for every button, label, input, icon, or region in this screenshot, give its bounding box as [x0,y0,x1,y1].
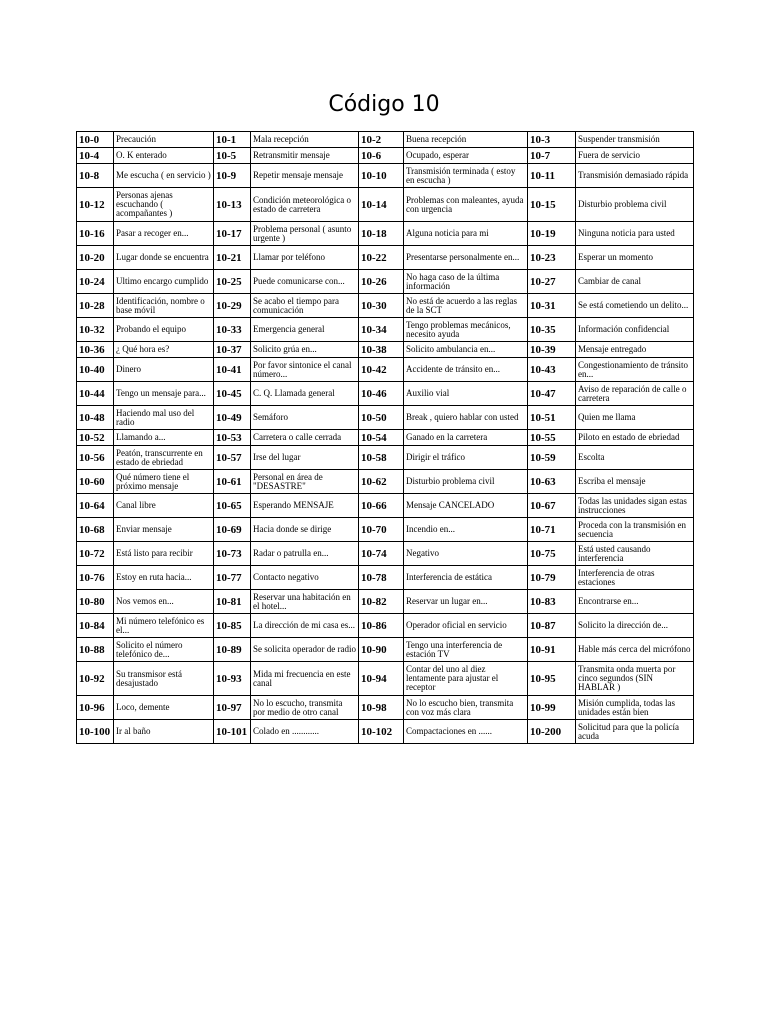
code-cell: 10-46 [359,382,404,406]
code-cell: 10-99 [528,696,576,720]
code-cell: 10-73 [214,542,251,566]
table-row [77,342,694,358]
code-cell: 10-55 [528,430,576,446]
meaning-cell: Colado en ............ [251,720,359,744]
meaning-cell: Mi número telefónico es el... [114,614,214,638]
meaning-cell: Peatón, transcurrente en estado de ebriedad [114,446,214,470]
code-cell: 10-94 [359,662,404,696]
code-cell: 10-51 [528,406,576,430]
meaning-cell: Ir al baño [114,720,214,744]
meaning-cell: Llamar por teléfono [251,246,359,270]
code-cell: 10-66 [359,494,404,518]
meaning-cell: Solicito el número telefónico de... [114,638,214,662]
meaning-cell: Congestionamiento de tránsito en... [576,358,694,382]
meaning-cell: Ultimo encargo cumplido [114,270,214,294]
code-cell: 10-81 [214,590,251,614]
meaning-cell: Todas las unidades sigan estas instrucciones [576,494,694,518]
meaning-cell: Radar o patrulla en... [251,542,359,566]
code-cell: 10-83 [528,590,576,614]
code-cell: 10-35 [528,318,576,342]
meaning-cell: C. Q. Llamada general [251,382,359,406]
meaning-cell: Su transmisor está desajustado [114,662,214,696]
code-cell: 10-71 [528,518,576,542]
table-row [77,446,694,470]
code-cell: 10-43 [528,358,576,382]
table-row [77,294,694,318]
code-cell: 10-3 [528,132,576,148]
code-cell: 10-27 [528,270,576,294]
code-cell: 10-19 [528,222,576,246]
code-cell: 10-52 [77,430,114,446]
code-cell: 10-9 [214,164,251,188]
meaning-cell: Me escucha ( en servicio ) [114,164,214,188]
meaning-cell: Puede comunicarse con... [251,270,359,294]
meaning-cell: Interferencia de otras estaciones [576,566,694,590]
code-cell: 10-74 [359,542,404,566]
code-cell: 10-58 [359,446,404,470]
meaning-cell: Ocupado, esperar [404,148,528,164]
code-cell: 10-6 [359,148,404,164]
meaning-cell: Está usted causando interferencia [576,542,694,566]
meaning-cell: Interferencia de estática [404,566,528,590]
code-cell: 10-100 [77,720,114,744]
code-cell: 10-41 [214,358,251,382]
table-row [77,318,694,342]
code-cell: 10-95 [528,662,576,696]
code-cell: 10-23 [528,246,576,270]
meaning-cell: Personal en área de "DESASTRE" [251,470,359,494]
meaning-cell: Problema personal ( asunto urgente ) [251,222,359,246]
meaning-cell: Repetir mensaje mensaje [251,164,359,188]
table-row [77,148,694,164]
table-row [77,246,694,270]
meaning-cell: Operador oficial en servicio [404,614,528,638]
meaning-cell: Suspender transmisión [576,132,694,148]
code-cell: 10-28 [77,294,114,318]
meaning-cell: Se acabo el tiempo para comunicación [251,294,359,318]
meaning-cell: Piloto en estado de ebriedad [576,430,694,446]
code-cell: 10-16 [77,222,114,246]
code-cell: 10-48 [77,406,114,430]
code-cell: 10-101 [214,720,251,744]
meaning-cell: Reservar una habitación en el hotel... [251,590,359,614]
meaning-cell: Solicito grúa en... [251,342,359,358]
code-cell: 10-13 [214,188,251,222]
code-cell: 10-53 [214,430,251,446]
code-cell: 10-17 [214,222,251,246]
code-cell: 10-10 [359,164,404,188]
code-cell: 10-87 [528,614,576,638]
meaning-cell: Solicitud para que la policía acuda [576,720,694,744]
code-cell: 10-54 [359,430,404,446]
table-row [77,696,694,720]
code-cell: 10-96 [77,696,114,720]
code-table-container [76,131,693,744]
meaning-cell: Solicito ambulancia en... [404,342,528,358]
code-cell: 10-32 [77,318,114,342]
meaning-cell: Proceda con la transmisión en secuencia [576,518,694,542]
meaning-cell: Problemas con maleantes, ayuda con urgencia [404,188,528,222]
code-cell: 10-89 [214,638,251,662]
meaning-cell: Buena recepción [404,132,528,148]
code-cell: 10-24 [77,270,114,294]
table-row [77,132,694,148]
meaning-cell: Lugar donde se encuentra [114,246,214,270]
code-cell: 10-44 [77,382,114,406]
meaning-cell: Nos vemos en... [114,590,214,614]
meaning-cell: Está listo para recibir [114,542,214,566]
meaning-cell: Ninguna noticia para usted [576,222,694,246]
code-cell: 10-36 [77,342,114,358]
meaning-cell: Hable más cerca del micrófono [576,638,694,662]
code-cell: 10-79 [528,566,576,590]
code-cell: 10-78 [359,566,404,590]
meaning-cell: Carretera o calle cerrada [251,430,359,446]
meaning-cell: Presentarse personalmente en... [404,246,528,270]
code-cell: 10-60 [77,470,114,494]
code-cell: 10-63 [528,470,576,494]
code-cell: 10-20 [77,246,114,270]
meaning-cell: Disturbio problema civil [404,470,528,494]
code-cell: 10-38 [359,342,404,358]
code-cell: 10-61 [214,470,251,494]
meaning-cell: Fuera de servicio [576,148,694,164]
code-cell: 10-12 [77,188,114,222]
page-title: Código 10 [328,92,440,117]
meaning-cell: Alguna noticia para mi [404,222,528,246]
code-cell: 10-21 [214,246,251,270]
table-row [77,382,694,406]
meaning-cell: Escolta [576,446,694,470]
meaning-cell: Ganado en la carretera [404,430,528,446]
code-cell: 10-76 [77,566,114,590]
code-cell: 10-91 [528,638,576,662]
code-cell: 10-11 [528,164,576,188]
meaning-cell: Esperando MENSAJE [251,494,359,518]
meaning-cell: Aviso de reparación de calle o carretera [576,382,694,406]
code-cell: 10-67 [528,494,576,518]
code-cell: 10-70 [359,518,404,542]
code-cell: 10-93 [214,662,251,696]
meaning-cell: Negativo [404,542,528,566]
meaning-cell: Probando el equipo [114,318,214,342]
code-cell: 10-57 [214,446,251,470]
meaning-cell: Mala recepción [251,132,359,148]
code-cell: 10-64 [77,494,114,518]
meaning-cell: Tengo problemas mecánicos, necesito ayuda [404,318,528,342]
table-row [77,638,694,662]
code-cell: 10-90 [359,638,404,662]
table-row [77,518,694,542]
code-cell: 10-33 [214,318,251,342]
meaning-cell: ¿ Qué hora es? [114,342,214,358]
code-cell: 10-31 [528,294,576,318]
meaning-cell: Tengo un mensaje para... [114,382,214,406]
code-cell: 10-62 [359,470,404,494]
code-cell: 10-56 [77,446,114,470]
code-cell: 10-49 [214,406,251,430]
code-cell: 10-15 [528,188,576,222]
meaning-cell: Esperar un momento [576,246,694,270]
meaning-cell: Información confidencial [576,318,694,342]
meaning-cell: Compactaciones en ...... [404,720,528,744]
meaning-cell: Enviar mensaje [114,518,214,542]
table-row [77,222,694,246]
code-cell: 10-29 [214,294,251,318]
meaning-cell: Contacto negativo [251,566,359,590]
table-row [77,720,694,744]
meaning-cell: Se está cometiendo un delito... [576,294,694,318]
meaning-cell: Condición meteorológica o estado de carretera [251,188,359,222]
meaning-cell: Dinero [114,358,214,382]
code-cell: 10-92 [77,662,114,696]
code-cell: 10-2 [359,132,404,148]
code-cell: 10-75 [528,542,576,566]
meaning-cell: Emergencia general [251,318,359,342]
meaning-cell: Haciendo mal uso del radio [114,406,214,430]
meaning-cell: Transmita onda muerta por cinco segundos (SIN HABLAR ) [576,662,694,696]
meaning-cell: O. K enterado [114,148,214,164]
meaning-cell: Irse del lugar [251,446,359,470]
meaning-cell: Auxilio vial [404,382,528,406]
meaning-cell: No está de acuerdo a las reglas de la SCT [404,294,528,318]
code-cell: 10-37 [214,342,251,358]
code-cell: 10-1 [214,132,251,148]
code-cell: 10-45 [214,382,251,406]
code-cell: 10-14 [359,188,404,222]
meaning-cell: Dirigir el tráfico [404,446,528,470]
code-cell: 10-102 [359,720,404,744]
meaning-cell: Reservar un lugar en... [404,590,528,614]
meaning-cell: Escriba el mensaje [576,470,694,494]
code-cell: 10-47 [528,382,576,406]
table-row [77,270,694,294]
meaning-cell: Precaución [114,132,214,148]
code-cell: 10-42 [359,358,404,382]
table-row [77,406,694,430]
meaning-cell: La dirección de mi casa es... [251,614,359,638]
table-row [77,542,694,566]
meaning-cell: Contar del uno al diez lentamente para ajustar el receptor [404,662,528,696]
code-cell: 10-4 [77,148,114,164]
code-cell: 10-97 [214,696,251,720]
code-cell: 10-85 [214,614,251,638]
code-cell: 10-68 [77,518,114,542]
table-row [77,590,694,614]
code-cell: 10-77 [214,566,251,590]
code-cell: 10-80 [77,590,114,614]
code-cell: 10-69 [214,518,251,542]
code-cell: 10-72 [77,542,114,566]
meaning-cell: Identificación, nombre o base móvil [114,294,214,318]
table-row [77,494,694,518]
table-row [77,470,694,494]
table-row [77,614,694,638]
code-cell: 10-30 [359,294,404,318]
code-cell: 10-18 [359,222,404,246]
code-cell: 10-7 [528,148,576,164]
meaning-cell: Loco, demente [114,696,214,720]
meaning-cell: Tengo una interferencia de estación TV [404,638,528,662]
meaning-cell: Cambiar de canal [576,270,694,294]
code-cell: 10-8 [77,164,114,188]
meaning-cell: Por favor sintonice el canal número... [251,358,359,382]
code-cell: 10-82 [359,590,404,614]
table-row [77,358,694,382]
meaning-cell: Personas ajenas escuchando ( acompañantes ) [114,188,214,222]
code-table-body [77,132,694,744]
code-cell: 10-0 [77,132,114,148]
code-cell: 10-26 [359,270,404,294]
meaning-cell: Disturbio problema civil [576,188,694,222]
meaning-cell: Quien me llama [576,406,694,430]
meaning-cell: Llamando a... [114,430,214,446]
code-cell: 10-65 [214,494,251,518]
code-cell: 10-25 [214,270,251,294]
meaning-cell: No lo escucho, transmita por medio de otro canal [251,696,359,720]
code-cell: 10-98 [359,696,404,720]
code-cell: 10-59 [528,446,576,470]
table-row [77,430,694,446]
code-cell: 10-84 [77,614,114,638]
code-cell: 10-22 [359,246,404,270]
meaning-cell: Retransmitir mensaje [251,148,359,164]
code-table [76,131,694,744]
meaning-cell: Mensaje entregado [576,342,694,358]
meaning-cell: Hacia donde se dirige [251,518,359,542]
meaning-cell: Accidente de tránsito en... [404,358,528,382]
meaning-cell: Solicito la dirección de... [576,614,694,638]
code-cell: 10-34 [359,318,404,342]
meaning-cell: Misión cumplida, todas las unidades están bien [576,696,694,720]
table-row [77,164,694,188]
meaning-cell: Canal libre [114,494,214,518]
meaning-cell: No haga caso de la última información [404,270,528,294]
meaning-cell: Mida mi frecuencia en este canal [251,662,359,696]
meaning-cell: Semáforo [251,406,359,430]
table-row [77,566,694,590]
meaning-cell: Incendio en... [404,518,528,542]
meaning-cell: Pasar a recoger en... [114,222,214,246]
code-cell: 10-86 [359,614,404,638]
meaning-cell: No lo escucho bien, transmita con voz más clara [404,696,528,720]
code-cell: 10-39 [528,342,576,358]
meaning-cell: Break , quiero hablar con usted [404,406,528,430]
meaning-cell: Se solicita operador de radio [251,638,359,662]
code-cell: 10-40 [77,358,114,382]
meaning-cell: Estoy en ruta hacia... [114,566,214,590]
code-cell: 10-200 [528,720,576,744]
meaning-cell: Transmisión demasiado rápida [576,164,694,188]
code-cell: 10-50 [359,406,404,430]
table-row [77,188,694,222]
table-row [77,662,694,696]
meaning-cell: Qué número tiene el próximo mensaje [114,470,214,494]
meaning-cell: Mensaje CANCELADO [404,494,528,518]
code-cell: 10-5 [214,148,251,164]
meaning-cell: Encontrarse en... [576,590,694,614]
meaning-cell: Transmisión terminada ( estoy en escucha ) [404,164,528,188]
code-cell: 10-88 [77,638,114,662]
